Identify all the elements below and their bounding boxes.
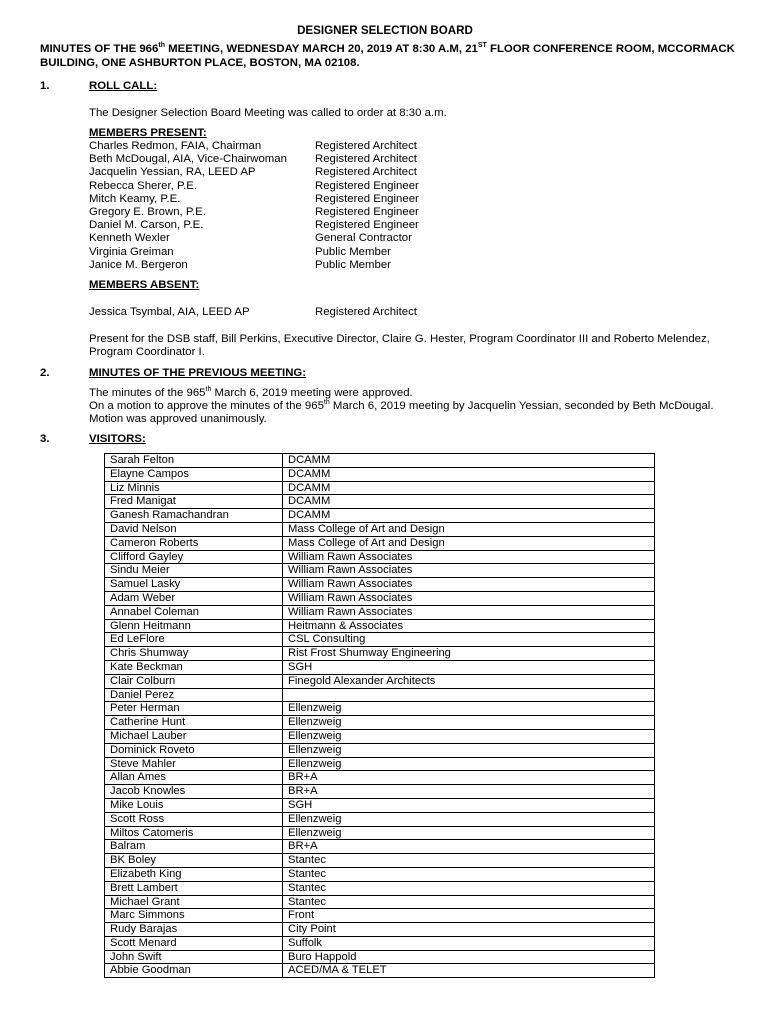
table-row bbox=[105, 743, 655, 757]
visitor-name: John Swift bbox=[105, 950, 283, 964]
member-role: Public Member bbox=[315, 245, 391, 258]
visitor-organization: Ellenzweig bbox=[283, 743, 655, 757]
visitor-organization: BR+A bbox=[283, 785, 655, 799]
visitor-organization: Mass College of Art and Design bbox=[283, 536, 655, 550]
visitor-organization: DCAMM bbox=[283, 481, 655, 495]
table-row bbox=[105, 674, 655, 688]
members-absent-heading: MEMBERS ABSENT: bbox=[89, 279, 200, 291]
visitor-organization: SGH bbox=[283, 798, 655, 812]
section-heading-previous-meeting: MINUTES OF THE PREVIOUS MEETING: bbox=[89, 367, 307, 379]
visitor-organization: Stantec bbox=[283, 881, 655, 895]
table-row bbox=[105, 826, 655, 840]
member-name: Jacquelin Yessian, RA, LEED AP bbox=[89, 166, 256, 179]
visitor-organization: Heitmann & Associates bbox=[283, 619, 655, 633]
visitor-organization: DCAMM bbox=[283, 467, 655, 481]
minutes-approved-text bbox=[89, 387, 413, 400]
table-row bbox=[105, 578, 655, 592]
table-row bbox=[105, 454, 655, 468]
visitor-organization: Ellenzweig bbox=[283, 826, 655, 840]
member-role: Registered Engineer bbox=[315, 205, 419, 218]
visitor-organization: ACED/MA & TELET bbox=[283, 964, 655, 978]
visitor-organization: William Rawn Associates bbox=[283, 605, 655, 619]
minutes-line2-a: On a motion to approve the minutes of the 965 bbox=[89, 400, 324, 412]
visitor-organization: William Rawn Associates bbox=[283, 591, 655, 605]
table-row bbox=[105, 950, 655, 964]
visitor-name: Liz Minnis bbox=[105, 481, 283, 495]
visitors-table bbox=[104, 453, 655, 978]
visitor-organization: BR+A bbox=[283, 771, 655, 785]
member-row bbox=[89, 166, 489, 179]
table-row bbox=[105, 702, 655, 716]
table-row bbox=[105, 757, 655, 771]
table-row bbox=[105, 591, 655, 605]
visitor-name: Dominick Roveto bbox=[105, 743, 283, 757]
visitor-organization: DCAMM bbox=[283, 509, 655, 523]
table-row bbox=[105, 812, 655, 826]
motion-result-text: Motion was approved unanimously. bbox=[89, 413, 267, 425]
visitor-name: Michael Grant bbox=[105, 895, 283, 909]
table-row bbox=[105, 536, 655, 550]
table-row bbox=[105, 729, 655, 743]
table-row bbox=[105, 936, 655, 950]
visitor-name: Jacob Knowles bbox=[105, 785, 283, 799]
table-row bbox=[105, 840, 655, 854]
member-row bbox=[89, 193, 489, 206]
visitor-name: Fred Manigat bbox=[105, 495, 283, 509]
minutes-line2-sup: th bbox=[323, 399, 330, 407]
visitor-name: Miltos Catomeris bbox=[105, 826, 283, 840]
visitor-name: Chris Shumway bbox=[105, 647, 283, 661]
staff-present-line1: Present for the DSB staff, Bill Perkins, Executive Director, Claire G. Hester, Program Coordinator III and Roberto Melendez, bbox=[89, 333, 710, 345]
visitor-organization: Stantec bbox=[283, 867, 655, 881]
table-row bbox=[105, 481, 655, 495]
visitor-name: Daniel Perez bbox=[105, 688, 283, 702]
visitor-organization: SGH bbox=[283, 660, 655, 674]
visitor-name: Steve Mahler bbox=[105, 757, 283, 771]
visitor-name: Ed LeFlore bbox=[105, 633, 283, 647]
visitor-name: Elizabeth King bbox=[105, 867, 283, 881]
visitor-name: Elayne Campos bbox=[105, 467, 283, 481]
visitor-name: Catherine Hunt bbox=[105, 716, 283, 730]
member-name: Charles Redmon, FAIA, Chairman bbox=[89, 140, 262, 152]
table-row bbox=[105, 564, 655, 578]
visitor-organization: Ellenzweig bbox=[283, 702, 655, 716]
table-row bbox=[105, 467, 655, 481]
table-row bbox=[105, 605, 655, 619]
visitor-name: Cameron Roberts bbox=[105, 536, 283, 550]
visitor-name: Mike Louis bbox=[105, 798, 283, 812]
visitor-name: Rudy Barajas bbox=[105, 923, 283, 937]
table-row bbox=[105, 619, 655, 633]
visitor-name: Allan Ames bbox=[105, 771, 283, 785]
visitor-organization: Front bbox=[283, 909, 655, 923]
member-name: Virginia Greiman bbox=[89, 245, 174, 258]
table-row bbox=[105, 550, 655, 564]
member-name: Beth McDougal, AIA, Vice-Chairwoman bbox=[89, 153, 287, 166]
visitor-name: Brett Lambert bbox=[105, 881, 283, 895]
member-role: Registered Engineer bbox=[315, 219, 419, 232]
table-row bbox=[105, 509, 655, 523]
member-role: Registered Architect bbox=[315, 140, 417, 152]
member-name: Daniel M. Carson, P.E. bbox=[89, 219, 204, 232]
visitor-name: Annabel Coleman bbox=[105, 605, 283, 619]
visitor-organization: William Rawn Associates bbox=[283, 578, 655, 592]
document-title: DESIGNER SELECTION BOARD bbox=[297, 24, 473, 37]
visitor-name: Sindu Meier bbox=[105, 564, 283, 578]
visitor-organization: Finegold Alexander Architects bbox=[283, 674, 655, 688]
visitor-organization: Stantec bbox=[283, 854, 655, 868]
member-role: Registered Architect bbox=[315, 166, 417, 179]
member-role: Registered Engineer bbox=[315, 179, 419, 192]
minutes-line1-b: March 6, 2019 meeting were approved. bbox=[211, 387, 413, 399]
member-row bbox=[89, 140, 489, 153]
visitor-name: Scott Menard bbox=[105, 936, 283, 950]
visitor-name: Balram bbox=[105, 840, 283, 854]
visitor-organization: Stantec bbox=[283, 895, 655, 909]
section-number: 3. bbox=[40, 433, 50, 445]
visitor-organization: DCAMM bbox=[283, 495, 655, 509]
visitor-organization: Ellenzweig bbox=[283, 757, 655, 771]
subtitle-sup2: ST bbox=[477, 42, 487, 50]
visitor-name: Marc Simmons bbox=[105, 909, 283, 923]
member-row bbox=[89, 246, 489, 259]
visitor-organization bbox=[283, 688, 655, 702]
visitor-name: Clair Colburn bbox=[105, 674, 283, 688]
subtitle-part2: MEETING, WEDNESDAY MARCH 20, 2019 AT 8:30 A.M, 21 bbox=[164, 43, 478, 55]
table-row bbox=[105, 798, 655, 812]
member-role: General Contractor bbox=[315, 232, 412, 245]
member-role: Registered Architect bbox=[315, 153, 417, 166]
minutes-line1-a: The minutes of the 965 bbox=[89, 387, 206, 399]
table-row bbox=[105, 716, 655, 730]
visitor-organization: Rist Frost Shumway Engineering bbox=[283, 647, 655, 661]
table-row bbox=[105, 785, 655, 799]
visitor-name: Peter Herman bbox=[105, 702, 283, 716]
table-row bbox=[105, 660, 655, 674]
member-row bbox=[89, 206, 489, 219]
member-row bbox=[89, 153, 489, 166]
subtitle-sup1: th bbox=[158, 42, 165, 50]
visitor-name: Samuel Lasky bbox=[105, 578, 283, 592]
visitor-organization: Suffolk bbox=[283, 936, 655, 950]
member-row bbox=[89, 259, 489, 272]
visitor-name: Ganesh Ramachandran bbox=[105, 509, 283, 523]
visitor-organization: William Rawn Associates bbox=[283, 550, 655, 564]
members-present-list bbox=[89, 140, 489, 272]
member-row bbox=[89, 232, 489, 245]
member-name: Rebecca Sherer, P.E. bbox=[89, 179, 198, 192]
member-row bbox=[89, 180, 489, 193]
visitor-organization: Ellenzweig bbox=[283, 729, 655, 743]
table-row bbox=[105, 495, 655, 509]
called-to-order-text: The Designer Selection Board Meeting was called to order at 8:30 a.m. bbox=[89, 107, 447, 119]
table-row bbox=[105, 647, 655, 661]
visitor-organization: CSL Consulting bbox=[283, 633, 655, 647]
table-row bbox=[105, 923, 655, 937]
section-number: 1. bbox=[40, 80, 50, 92]
visitor-organization: Ellenzweig bbox=[283, 812, 655, 826]
visitor-name: Michael Lauber bbox=[105, 729, 283, 743]
section-number: 2. bbox=[40, 367, 50, 379]
table-row bbox=[105, 909, 655, 923]
member-row bbox=[89, 219, 489, 232]
member-role: Registered Engineer bbox=[315, 192, 419, 205]
absent-member-row bbox=[89, 306, 489, 319]
table-row bbox=[105, 771, 655, 785]
table-row bbox=[105, 867, 655, 881]
table-row bbox=[105, 964, 655, 978]
table-row bbox=[105, 854, 655, 868]
visitor-organization: William Rawn Associates bbox=[283, 564, 655, 578]
member-role: Registered Architect bbox=[315, 306, 417, 318]
subtitle-part1: MINUTES OF THE 966 bbox=[40, 43, 159, 55]
visitor-name: Kate Beckman bbox=[105, 660, 283, 674]
members-present-heading: MEMBERS PRESENT: bbox=[89, 127, 207, 139]
table-row bbox=[105, 633, 655, 647]
table-row bbox=[105, 895, 655, 909]
minutes-line2-b: March 6, 2019 meeting by Jacquelin Yessian, seconded by Beth McDougal. bbox=[329, 400, 714, 412]
visitor-organization: Mass College of Art and Design bbox=[283, 522, 655, 536]
member-name: Janice M. Bergeron bbox=[89, 258, 188, 271]
visitor-organization: BR+A bbox=[283, 840, 655, 854]
motion-text bbox=[89, 400, 714, 413]
visitor-name: David Nelson bbox=[105, 522, 283, 536]
member-name: Mitch Keamy, P.E. bbox=[89, 192, 181, 205]
staff-present-line2: Program Coordinator I. bbox=[89, 346, 205, 358]
member-name: Jessica Tsymbal, AIA, LEED AP bbox=[89, 306, 250, 318]
visitor-name: BK Boley bbox=[105, 854, 283, 868]
meeting-subtitle bbox=[40, 42, 740, 70]
visitor-name: Sarah Felton bbox=[105, 454, 283, 468]
visitor-name: Scott Ross bbox=[105, 812, 283, 826]
section-heading-visitors: VISITORS: bbox=[89, 433, 146, 445]
minutes-line1-sup: th bbox=[205, 386, 212, 394]
section-heading-roll-call: ROLL CALL: bbox=[89, 80, 158, 92]
member-role: Public Member bbox=[315, 258, 391, 271]
subtitle-part3: FLOOR CONFERENCE ROOM, MCCORMACK BUILDING, ONE ASHBURTON PLACE, BOSTON, MA 02108. bbox=[40, 43, 735, 69]
visitor-organization: DCAMM bbox=[283, 454, 655, 468]
member-name: Kenneth Wexler bbox=[89, 232, 170, 245]
visitor-name: Clifford Gayley bbox=[105, 550, 283, 564]
table-row bbox=[105, 881, 655, 895]
member-name: Gregory E. Brown, P.E. bbox=[89, 205, 206, 218]
visitor-name: Adam Weber bbox=[105, 591, 283, 605]
table-row bbox=[105, 522, 655, 536]
visitor-organization: Ellenzweig bbox=[283, 716, 655, 730]
visitor-organization: Buro Happold bbox=[283, 950, 655, 964]
visitor-name: Glenn Heitmann bbox=[105, 619, 283, 633]
visitor-name: Abbie Goodman bbox=[105, 964, 283, 978]
table-row bbox=[105, 688, 655, 702]
visitor-organization: City Point bbox=[283, 923, 655, 937]
